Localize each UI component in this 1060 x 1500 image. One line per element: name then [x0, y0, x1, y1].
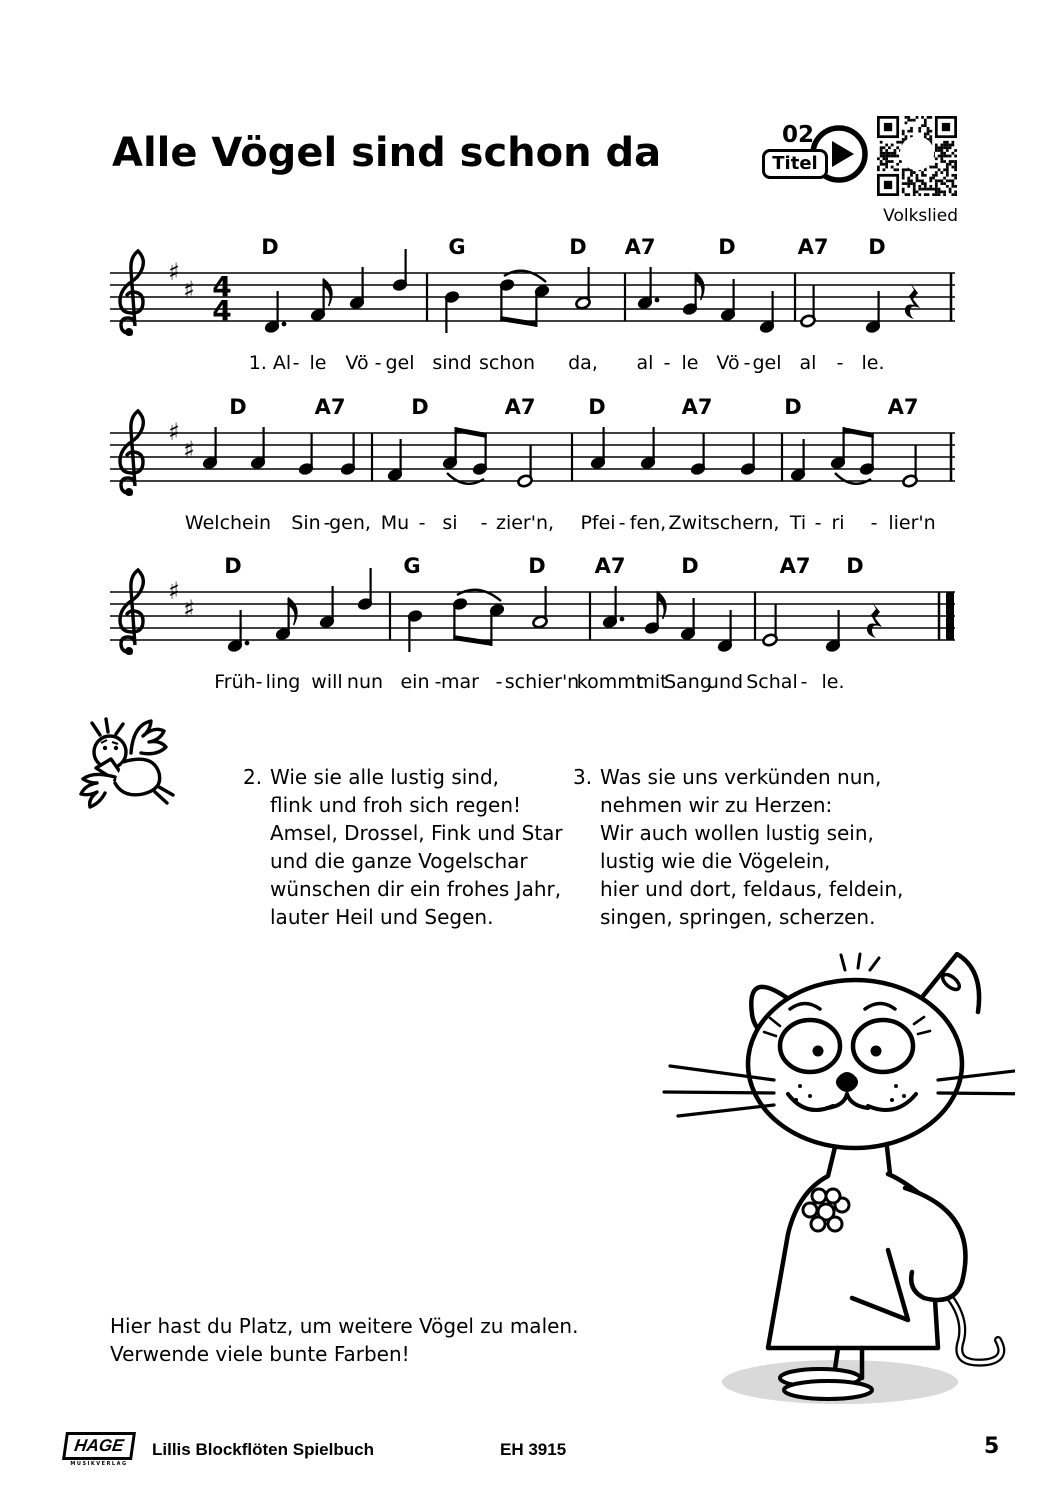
svg-text:-: - [618, 512, 626, 534]
svg-text:4: 4 [212, 270, 232, 303]
lyric-syllable [821, 671, 844, 693]
svg-text:ri: ri [831, 512, 845, 534]
lyric-syllable [837, 352, 844, 374]
publisher-subtitle: MUSIKVERLAG [70, 1461, 128, 1467]
music-system-1 [110, 228, 955, 380]
svg-text:kommt: kommt [576, 671, 644, 693]
svg-text:le.: le. [861, 352, 885, 374]
svg-text:A7: A7 [504, 395, 536, 419]
svg-text:D: D [224, 554, 242, 578]
svg-text:mit: mit [636, 671, 668, 693]
svg-text:A7: A7 [314, 395, 346, 419]
lyric-syllable [496, 671, 503, 693]
lyric-syllable [636, 671, 667, 693]
treble-clef [120, 411, 143, 496]
svg-text:♯: ♯ [168, 418, 180, 446]
svg-text:D: D [846, 554, 864, 578]
svg-text:-: - [480, 512, 488, 534]
svg-text:A7: A7 [594, 554, 626, 578]
lyric-syllable [249, 352, 291, 374]
verse-line: Wie sie alle lustig sind, [270, 765, 500, 789]
treble-clef [120, 570, 143, 655]
quarter-rest [867, 602, 882, 638]
svg-text:-: - [495, 671, 503, 693]
svg-text:-: - [323, 512, 331, 534]
chord-symbol [868, 235, 885, 259]
svg-text:-: - [374, 352, 382, 374]
verse-line: Wir auch wollen lustig sein, [600, 821, 874, 845]
bird-drawing [75, 715, 183, 820]
lyric-syllable [800, 352, 817, 374]
svg-text:-: - [836, 352, 844, 374]
lyric-syllable [664, 671, 712, 693]
verse-line: flink und froh sich regen! [270, 793, 522, 817]
note [407, 609, 423, 652]
lyric-syllable [400, 671, 429, 693]
lyric-syllable [293, 352, 300, 374]
verse-3-number: 3. [573, 765, 593, 789]
verse-line: lauter Heil und Segen. [270, 905, 494, 929]
lyric-syllable [577, 671, 643, 693]
svg-text:A7: A7 [681, 395, 713, 419]
svg-text:Zwitschern,: Zwitschern, [668, 512, 780, 534]
svg-text:-: - [663, 352, 671, 374]
lyric-syllable [752, 352, 781, 374]
track-label: Titel [762, 149, 828, 179]
chord-symbol [229, 395, 246, 419]
lyric-syllable [669, 512, 780, 534]
svg-text:D: D [868, 235, 886, 259]
chord-symbol [798, 235, 829, 259]
verse-line: hier und dort, feldaus, feldein, [600, 877, 904, 901]
svg-text:gel: gel [385, 352, 415, 374]
verse-2-text [270, 763, 563, 931]
quarter-rest [905, 283, 920, 319]
chord-symbol [681, 554, 698, 578]
lyric-syllable [385, 352, 414, 374]
lyric-syllable [888, 512, 935, 534]
svg-text:Ti: Ti [789, 512, 807, 534]
music-system-2 [110, 388, 955, 540]
note [902, 445, 918, 488]
lyric-syllable [746, 671, 797, 693]
chord-symbol [411, 395, 428, 419]
lyric-syllable [214, 671, 255, 693]
svg-text:D: D [411, 395, 429, 419]
lyric-syllable [329, 512, 371, 534]
lyric-syllable [619, 512, 626, 534]
svg-text:schon: schon [478, 352, 536, 374]
chord-symbol [448, 235, 465, 259]
note [340, 433, 356, 476]
qr-code[interactable] [877, 116, 957, 196]
verse-line: nehmen wir zu Herzen: [600, 793, 833, 817]
chord-symbol [224, 554, 241, 578]
svg-text:-: - [800, 671, 808, 693]
chord-symbol [315, 395, 346, 419]
chord-symbol [403, 554, 420, 578]
verse-line: singen, springen, scherzen. [600, 905, 876, 929]
lyric-syllable [291, 512, 320, 534]
lyric-syllable [505, 671, 579, 693]
svg-text:D: D [681, 554, 699, 578]
lyric-syllable [185, 512, 271, 534]
svg-text:Pfei: Pfei [580, 512, 616, 534]
book-title: Lillis Blockflöten Spielbuch [152, 1440, 374, 1459]
svg-text:4: 4 [212, 294, 232, 327]
track-number: 02 [781, 122, 814, 148]
coloring-note-line: Hier hast du Platz, um weitere Vögel zu malen. [110, 1314, 579, 1338]
svg-text:-: - [814, 512, 822, 534]
verse-3 [573, 763, 903, 931]
svg-text:-: - [434, 671, 442, 693]
verse-line: Amsel, Drossel, Fink und Star [270, 821, 563, 845]
lyric-syllable [432, 352, 471, 374]
chord-symbol [784, 395, 801, 419]
lyric-syllable [789, 512, 806, 534]
svg-text:Sin: Sin [291, 512, 321, 534]
svg-text:schier'n: schier'n [504, 671, 580, 693]
verse-line: und die ganze Vogelschar [270, 849, 528, 873]
verse-2 [243, 763, 563, 931]
chord-symbol [505, 395, 536, 419]
lyric-syllable [345, 352, 368, 374]
note [740, 433, 756, 476]
svg-text:sind: sind [432, 352, 472, 374]
svg-text:D: D [588, 395, 606, 419]
page-title: Alle Vögel sind schon da [112, 130, 662, 176]
lyric-syllable [568, 352, 598, 374]
verse-line: Was sie uns verkünden nun, [600, 765, 882, 789]
svg-text:zier'n,: zier'n, [495, 512, 555, 534]
coloring-note [110, 1312, 578, 1368]
svg-text:♯: ♯ [168, 577, 180, 605]
svg-text:Früh: Früh [214, 671, 256, 693]
lyric-syllable [347, 671, 383, 693]
song-source: Volkslied [883, 206, 958, 226]
lyric-syllable [311, 671, 342, 693]
note [444, 290, 460, 333]
svg-text:D: D [229, 395, 247, 419]
svg-text:nun: nun [346, 671, 384, 693]
note [392, 249, 408, 292]
svg-text:D: D [261, 235, 279, 259]
svg-text:Vö: Vö [716, 352, 740, 374]
svg-text:-: - [292, 352, 300, 374]
svg-text:lier'n: lier'n [888, 512, 936, 534]
lyric-syllable [310, 352, 327, 374]
chord-symbol [261, 235, 278, 259]
svg-text:D: D [569, 235, 587, 259]
svg-text:fen,: fen, [629, 512, 667, 534]
treble-clef [120, 251, 143, 336]
note [357, 568, 373, 611]
svg-text:D: D [784, 395, 802, 419]
lyric-syllable [815, 512, 822, 534]
lyric-syllable [744, 352, 751, 374]
svg-text:al: al [636, 352, 654, 374]
chord-symbol [846, 554, 863, 578]
chord-symbol [718, 235, 735, 259]
svg-text:♯: ♯ [168, 258, 180, 286]
chord-symbol [780, 554, 811, 578]
lyric-syllable [481, 512, 488, 534]
page-number: 5 [984, 1434, 1000, 1459]
svg-text:1. Al: 1. Al [248, 352, 292, 374]
svg-text:ein: ein [400, 671, 430, 693]
svg-text:Mu: Mu [380, 512, 410, 534]
note [762, 604, 778, 647]
svg-text:mar: mar [441, 671, 479, 693]
verse-3-text [600, 763, 903, 931]
svg-text:le.: le. [821, 671, 845, 693]
svg-text:gel: gel [752, 352, 782, 374]
lyric-syllable [707, 671, 743, 693]
lyric-syllable [479, 352, 535, 374]
lyric-syllable [441, 671, 479, 693]
chord-symbol [588, 395, 605, 419]
svg-text:Vö: Vö [345, 352, 369, 374]
lyric-syllable [637, 352, 654, 374]
chord-symbol [888, 395, 919, 419]
svg-text:♯: ♯ [183, 436, 195, 464]
note [298, 433, 314, 476]
svg-text:-: - [743, 352, 751, 374]
chord-symbol [528, 554, 545, 578]
note [690, 433, 706, 476]
chord-symbol [595, 554, 626, 578]
publisher-name: HAGE [62, 1432, 136, 1460]
lyric-syllable [256, 671, 263, 693]
lyric-syllable [861, 352, 884, 374]
lyric-syllable [375, 352, 382, 374]
svg-text:D: D [718, 235, 736, 259]
svg-text:da,: da, [568, 352, 598, 374]
lyric-syllable [496, 512, 554, 534]
chord-symbol [625, 235, 656, 259]
lyric-syllable [442, 512, 457, 534]
track-badge [760, 118, 870, 188]
lyric-syllable [716, 352, 739, 374]
svg-text:A7: A7 [624, 235, 656, 259]
lyric-syllable [871, 512, 878, 534]
lyric-syllable [664, 352, 671, 374]
svg-text:G: G [403, 554, 421, 578]
svg-text:D: D [528, 554, 546, 578]
verse-line: wünschen dir ein frohes Jahr, [270, 877, 562, 901]
svg-text:G: G [448, 235, 466, 259]
svg-text:Schal: Schal [746, 671, 798, 693]
svg-text:A7: A7 [797, 235, 829, 259]
svg-text:ling: ling [265, 671, 301, 693]
svg-text:Sang: Sang [664, 671, 712, 693]
lyric-syllable [381, 512, 409, 534]
svg-text:le: le [681, 352, 699, 374]
verse-2-number: 2. [243, 765, 263, 789]
lyric-syllable [801, 671, 808, 693]
publisher-logo [64, 1432, 134, 1467]
svg-text:gen,: gen, [329, 512, 371, 534]
chord-symbol [569, 235, 586, 259]
svg-text:♯: ♯ [183, 595, 195, 623]
svg-text:A7: A7 [779, 554, 811, 578]
verse-line: lustig wie die Vögelein, [600, 849, 831, 873]
svg-text:A7: A7 [887, 395, 919, 419]
music-system-3 [110, 547, 955, 699]
svg-text:-: - [255, 671, 263, 693]
svg-text:al: al [799, 352, 817, 374]
lyric-syllable [630, 512, 666, 534]
svg-text:-: - [418, 512, 426, 534]
svg-text:will: will [311, 671, 343, 693]
coloring-note-line: Verwende viele bunte Farben! [110, 1342, 410, 1366]
lyric-syllable [580, 512, 615, 534]
lyric-syllable [831, 512, 844, 534]
svg-text:Welchein: Welchein [184, 512, 272, 534]
svg-text:si: si [442, 512, 458, 534]
svg-text:♯: ♯ [183, 276, 195, 304]
svg-text:und: und [706, 671, 744, 693]
catalog-number: EH 3915 [500, 1440, 567, 1459]
lyric-syllable [419, 512, 426, 534]
lyric-syllable [682, 352, 699, 374]
chord-symbol [682, 395, 713, 419]
svg-text:-: - [870, 512, 878, 534]
lyric-syllable [266, 671, 301, 693]
note [517, 445, 533, 488]
cat-drawing [640, 952, 1015, 1407]
note [800, 285, 816, 328]
svg-text:le: le [309, 352, 327, 374]
